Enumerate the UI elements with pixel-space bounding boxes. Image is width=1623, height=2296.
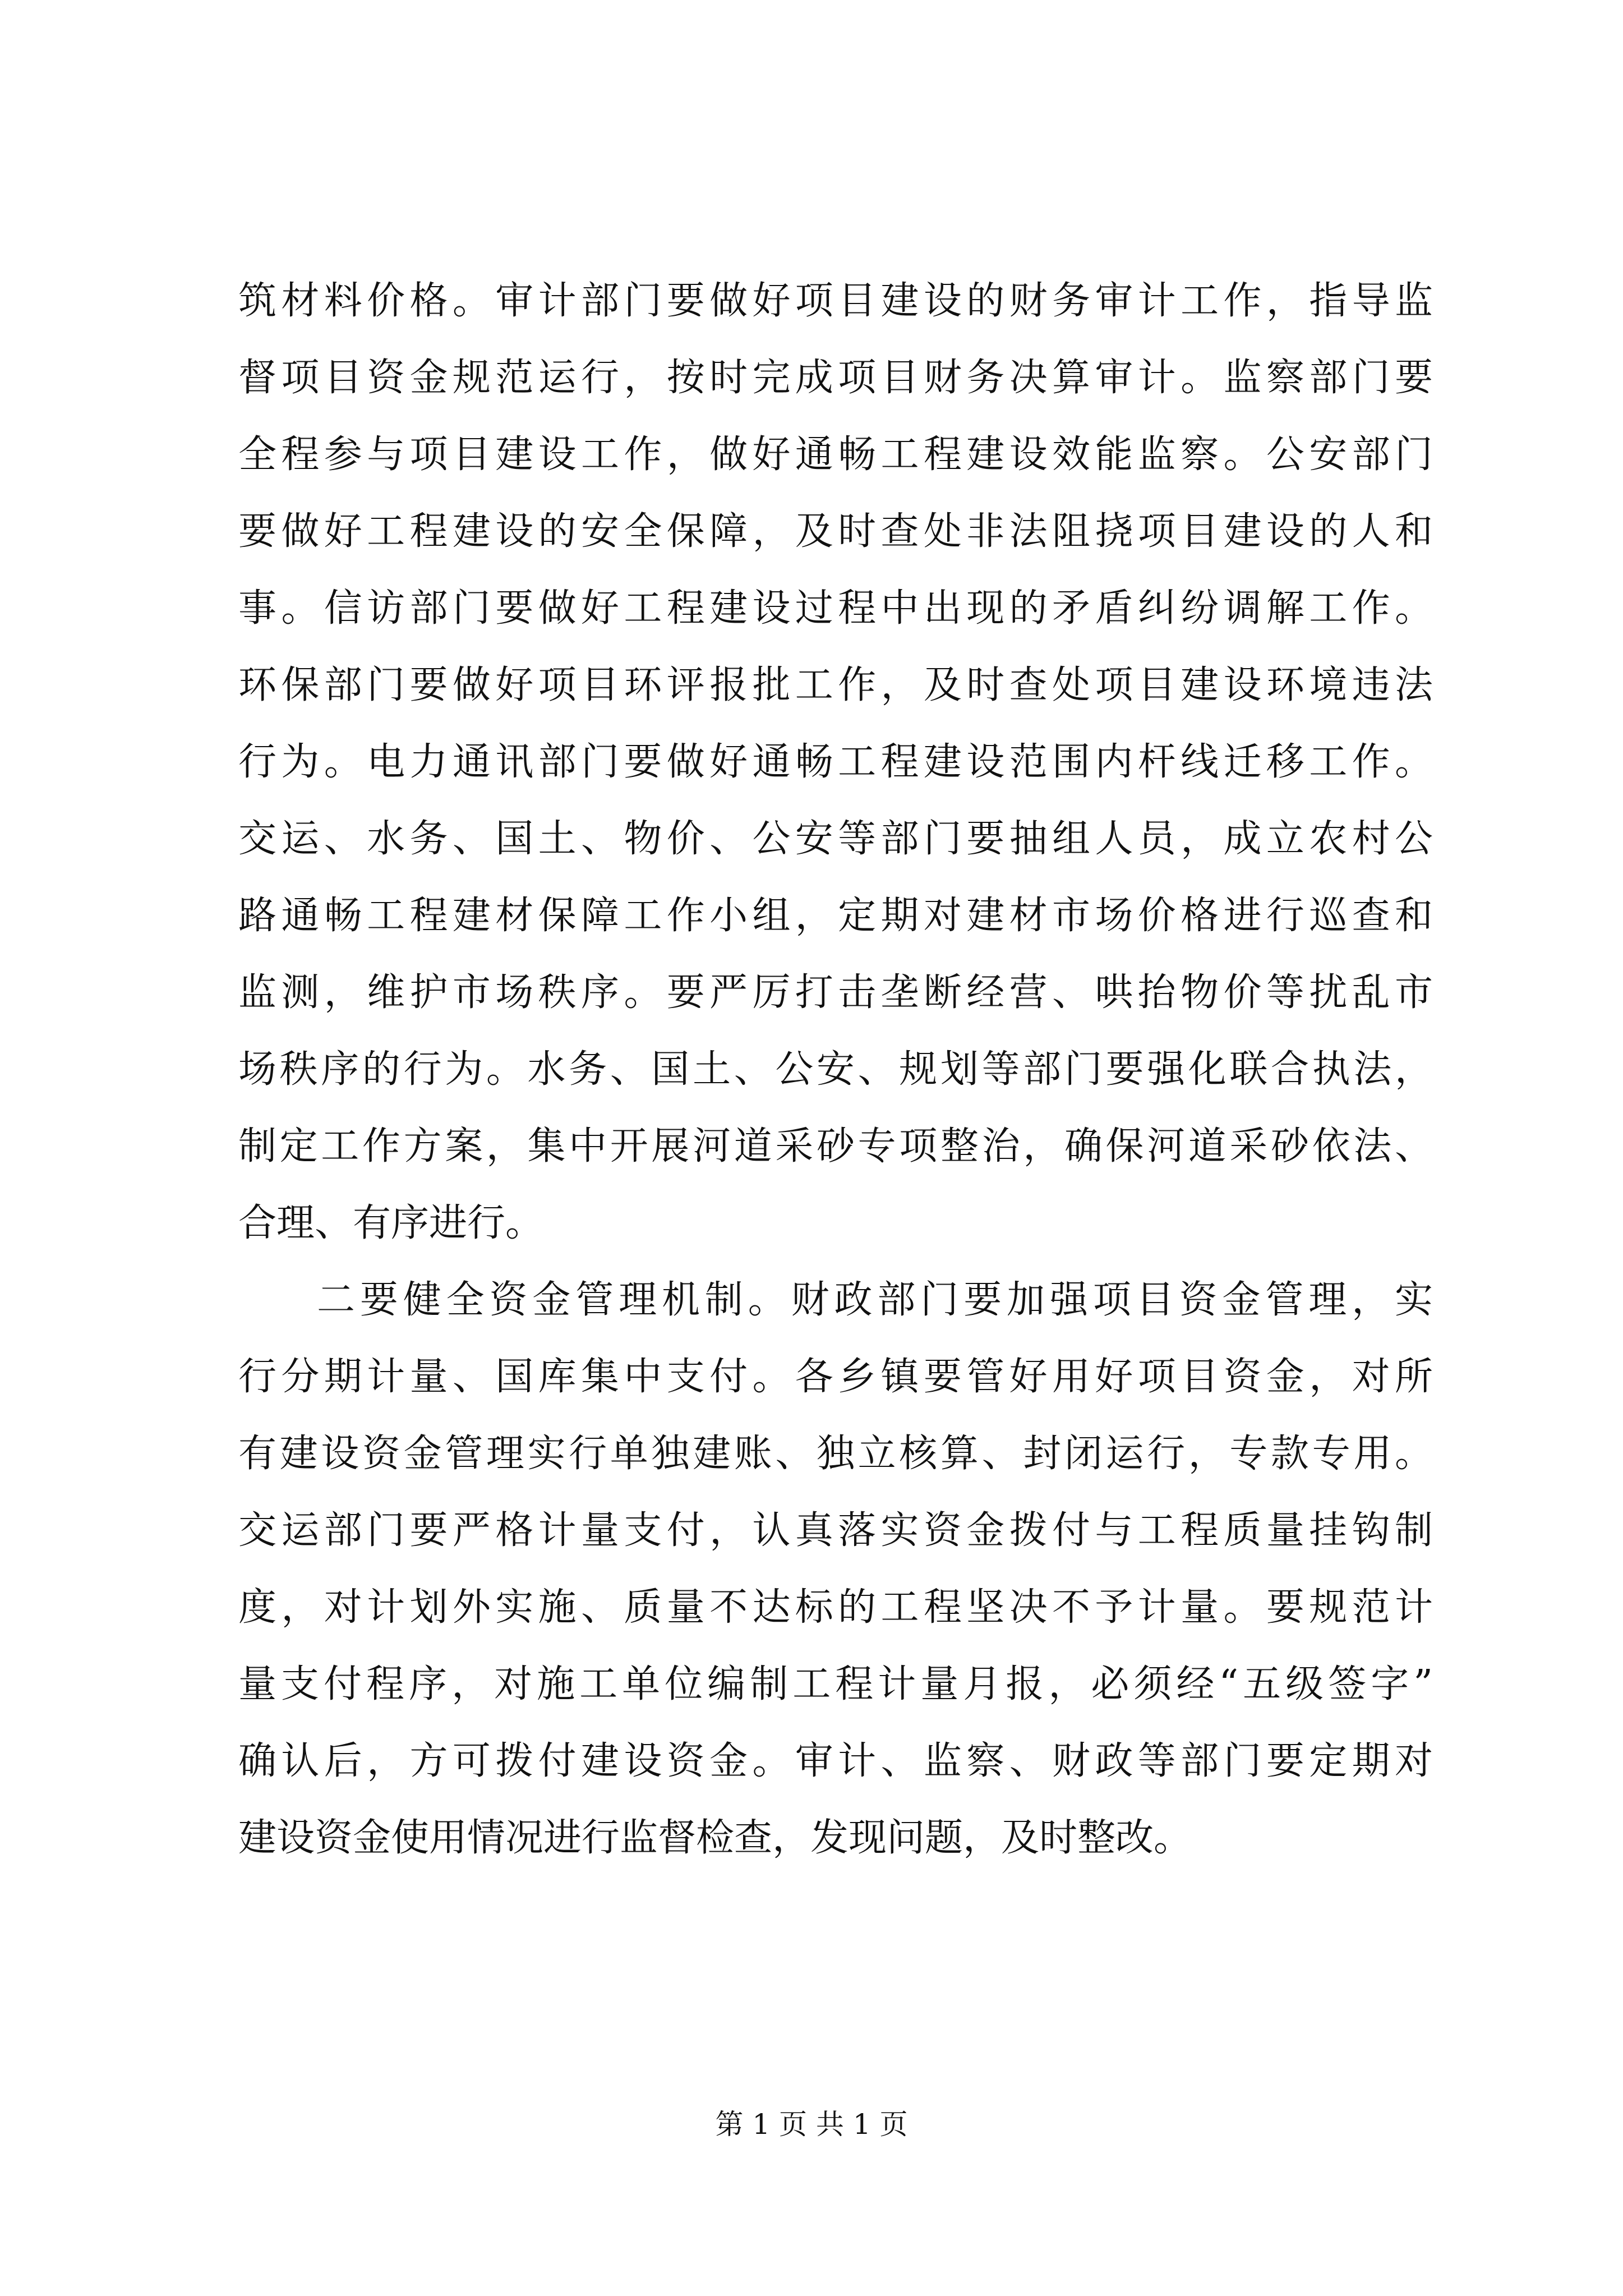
text-line: 行为。电力通讯部门要做好通畅工程建设范围内杆线迁移工作。: [238, 740, 1433, 784]
text-line: 场秩序的行为。水务、国土、公安、规划等部门要强化联合执法，: [238, 1047, 1433, 1092]
paragraph: [238, 263, 1433, 1262]
text-line: 要做好工程建设的安全保障，及时查处非法阻挠项目建设的人和: [238, 509, 1433, 554]
text-line: 建设资金使用情况进行监督检查，发现问题，及时整改。: [238, 1816, 1192, 1860]
text-line: 合理、有序进行。: [238, 1201, 544, 1245]
text-line: 交运部门要严格计量支付，认真落实资金拨付与工程质量挂钩制: [238, 1508, 1433, 1553]
text-line: 行分期计量、国库集中支付。各乡镇要管好用好项目资金，对所: [238, 1355, 1433, 1399]
text-line: 交运、水务、国土、物价、公安等部门要抽组人员，成立农村公: [238, 817, 1433, 861]
text-line: 全程参与项目建设工作，做好通畅工程建设效能监察。公安部门: [238, 432, 1433, 477]
paragraph: [238, 1262, 1433, 1876]
text-line: 确认后，方可拨付建设资金。审计、监察、财政等部门要定期对: [238, 1739, 1433, 1783]
document-body: [238, 263, 1433, 1876]
text-line: 路通畅工程建材保障工作小组，定期对建材市场价格进行巡查和: [238, 894, 1433, 938]
text-line: 有建设资金管理实行单独建账、独立核算、封闭运行，专款专用。: [238, 1432, 1433, 1476]
text-line: 二要健全资金管理机制。财政部门要加强项目资金管理，实: [317, 1278, 1433, 1322]
text-line: 筑材料价格。审计部门要做好项目建设的财务审计工作，指导监: [238, 279, 1433, 323]
text-line: 监测，维护市场秩序。要严厉打击垄断经营、哄抬物价等扰乱市: [238, 970, 1433, 1015]
text-line: 环保部门要做好项目环评报批工作，及时查处项目建设环境违法: [238, 663, 1433, 707]
text-line: 事。信访部门要做好工程建设过程中出现的矛盾纠纷调解工作。: [238, 586, 1433, 631]
text-line: 督项目资金规范运行，按时完成项目财务决算审计。监察部门要: [238, 356, 1433, 400]
text-line: 量支付程序，对施工单位编制工程计量月报，必须经“五级签字”: [238, 1662, 1433, 1706]
page-footer: 第 1 页 共 1 页: [715, 2108, 908, 2141]
text-line: 度，对计划外实施、质量不达标的工程坚决不予计量。要规范计: [238, 1585, 1433, 1630]
text-line: 制定工作方案，集中开展河道采砂专项整治，确保河道采砂依法、: [238, 1124, 1433, 1168]
